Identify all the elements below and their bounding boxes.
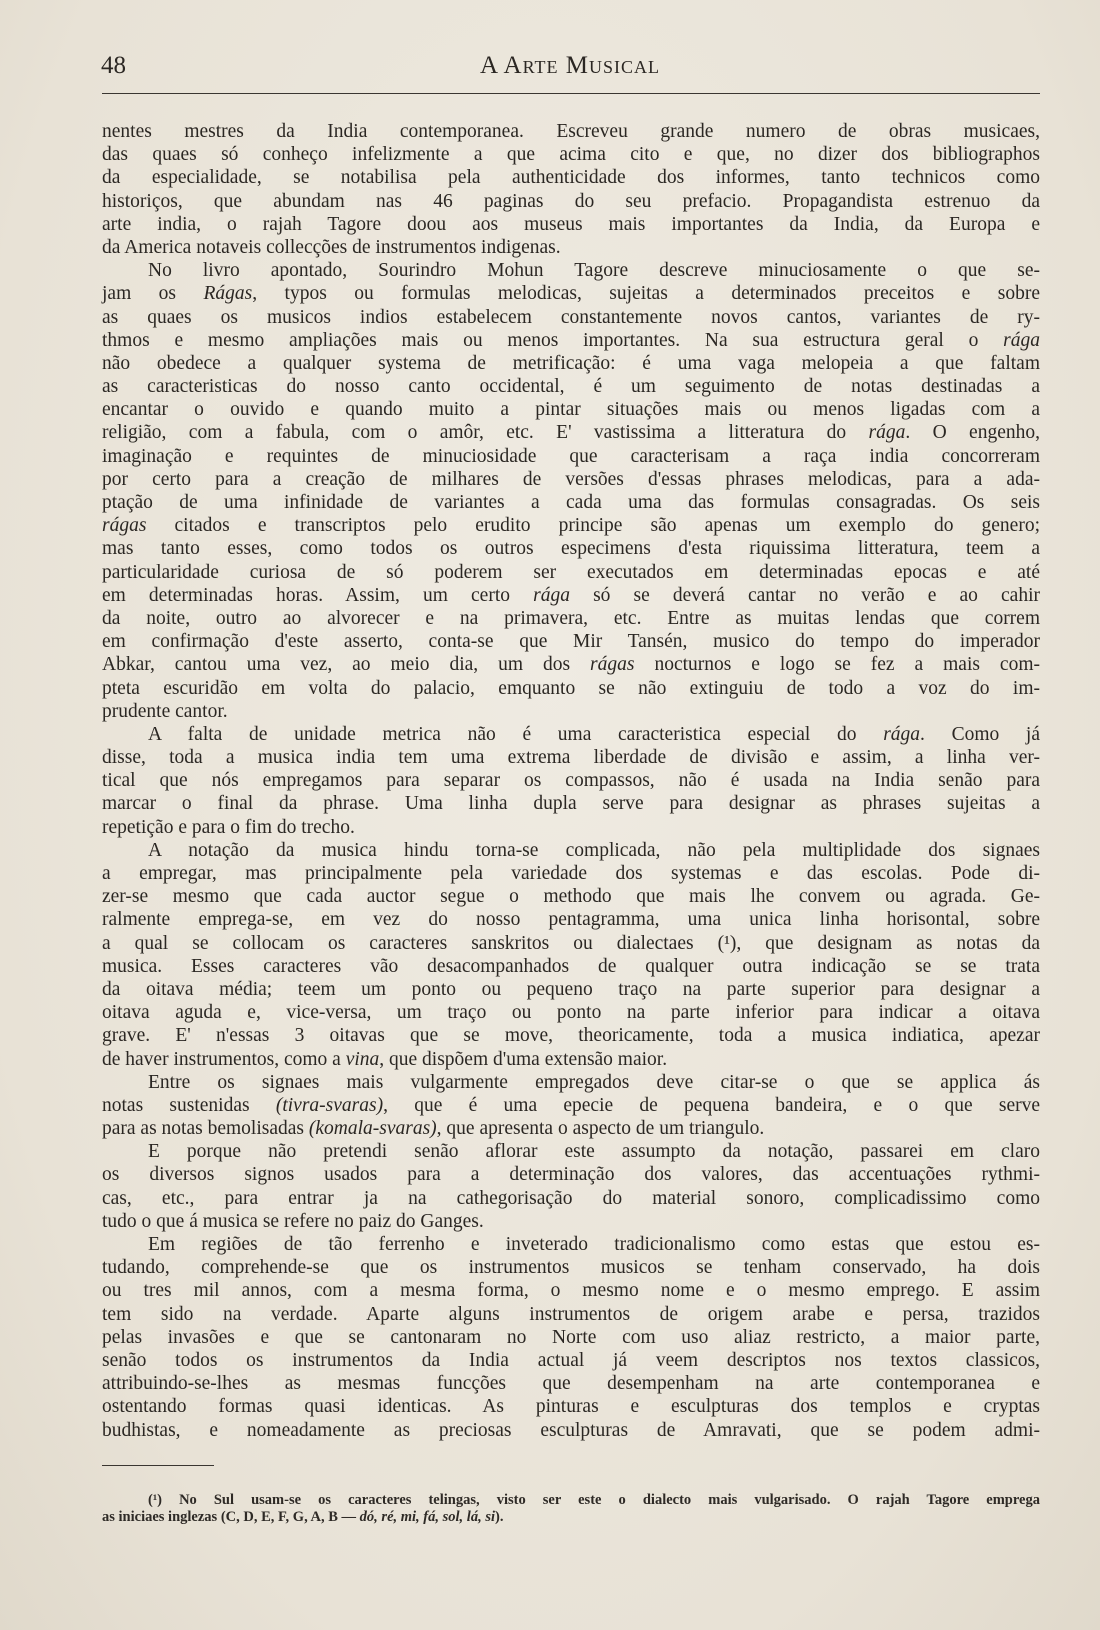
text-run: da noite, outro ao alvorecer e na primavera, etc. Entre as muitas lendas que correm: [102, 607, 1040, 629]
text-run: em confirmação d'este asserto, conta-se que Mir Tansén, musico do tempo do imperador: [102, 631, 1040, 653]
text-line: [102, 769, 1040, 792]
text-line: [102, 259, 1040, 282]
text-run: , que apresenta o aspecto de um triangulo.: [436, 1118, 765, 1140]
text-run: particularidade curiosa de só poderem ser executados em determinadas epocas e até: [102, 561, 1040, 583]
text-line: [102, 978, 1040, 1001]
text-run: das quaes só conheço infelizmente a que acima cito e que, no dizer dos bibliographos: [102, 144, 1040, 166]
text-run: os diversos signos usados para a determinação dos valores, das accentuações rythmi-: [102, 1164, 1040, 1186]
text-line: [102, 213, 1040, 236]
text-line: [102, 908, 1040, 931]
text-run: ou tres mil annos, com a mesma forma, o mesmo nome e o mesmo emprego. E assim: [102, 1280, 1040, 1302]
text-run: marcar o final da phrase. Uma linha dupla serve para designar as phrases sujeitas a: [102, 793, 1040, 815]
paragraph: [102, 1071, 1040, 1141]
text-run: as quaes os musicos indios estabelecem constantemente novos cantos, variantes de ry-: [102, 306, 1040, 328]
italic-term: (komala-svaras): [308, 1118, 437, 1140]
text-run: ralmente emprega-se, em vez do nosso pentagramma, uma unica linha horisontal, sobre: [102, 909, 1040, 931]
text-run: thmos e mesmo ampliações mais ou menos importantes. Na sua estructura geral o: [102, 329, 1004, 351]
text-line: [102, 375, 1040, 398]
text-line: [102, 468, 1040, 491]
text-line: [102, 723, 1040, 746]
body-text: [102, 120, 1040, 1442]
text-run: ostentando formas quasi identicas. As pinturas e esculpturas dos templos e cryptas: [102, 1396, 1040, 1418]
text-run: E porque não pretendi senão aflorar este assumpto da notação, passarei em claro: [148, 1141, 1040, 1163]
text-run: notas sustenidas: [102, 1094, 276, 1116]
text-line: [102, 885, 1040, 908]
text-run: tem sido na verdade. Aparte alguns instrumentos de origem arabe e persa, trazidos: [102, 1303, 1040, 1325]
text-run: senão todos os instrumentos da India actual já veem descriptos nos textos classicos,: [102, 1349, 1040, 1371]
text-run: a empregar, mas principalmente pela variedade dos systemas e das escolas. Pode di-: [102, 863, 1040, 884]
text-line: [102, 1048, 1040, 1071]
text-run: budhistas, e nomeadamente as preciosas esculpturas de Amravati, que se podem admi-: [102, 1419, 1040, 1441]
italic-term: rágas: [102, 515, 147, 537]
text-run: tudo o que á musica se refere no paiz do Ganges.: [102, 1210, 484, 1232]
italic-term: rága: [883, 723, 921, 745]
text-line: [102, 514, 1040, 537]
text-run: imaginação e requintes de minuciosidade que caracterisam a raça india concorreram: [102, 445, 1040, 467]
text-run: zer-se mesmo que cada auctor segue o methodo que mais lhe convem ou agrada. Ge-: [102, 886, 1040, 908]
italic-term: vina: [345, 1048, 380, 1070]
paragraph: [102, 1140, 1040, 1233]
text-run: No livro apontado, Sourindro Mohun Tagore descreve minuciosamente o que se-: [148, 260, 1040, 282]
text-line: [102, 1326, 1040, 1349]
text-run: cas, etc., para entrar ja na cathegorisação do material sonoro, complicadissimo como: [102, 1187, 1040, 1209]
paragraph: [102, 839, 1040, 1071]
text-run: tical que nós empregamos para separar os compassos, não é usada na India senão para: [102, 770, 1040, 792]
text-run: oitava aguda e, vice-versa, um traço ou ponto na parte inferior para indicar a oitava: [102, 1002, 1040, 1024]
text-run: prudente cantor.: [102, 700, 228, 722]
text-line: [102, 561, 1040, 584]
text-run: repetição e para o fim do trecho.: [102, 816, 355, 838]
text-line: [102, 1233, 1040, 1256]
text-run: pelas invasões e que se cantonaram no Norte com uso aliaz restricto, a maior parte,: [102, 1326, 1040, 1348]
text-line: [102, 329, 1040, 352]
text-run: A falta de unidade metrica não é uma caracteristica especial do: [148, 723, 884, 745]
text-line: [102, 862, 1040, 885]
italic-term: dó, ré, mi, fá, sol, lá, si: [359, 1508, 496, 1525]
text-line: [102, 653, 1040, 676]
text-line: [102, 630, 1040, 653]
text-line: [102, 1279, 1040, 1302]
text-line: [102, 1117, 1040, 1140]
text-line: [102, 1419, 1040, 1442]
text-run: as caracteristicas do nosso canto occidental, é um seguimento de notas destinadas a: [102, 376, 1040, 398]
text-run: não obedece a qualquer systema de metrificação: é uma vaga melopeia a que faltam: [102, 352, 1040, 374]
text-run: da oitava média; teem um ponto ou pequeno traço na parte superior para designar a: [102, 978, 1040, 1000]
text-run: attribuindo-se-lhes as mesmas funcções que desempenham na arte contemporanea e: [102, 1373, 1040, 1395]
text-run: . O engenho,: [905, 422, 1040, 444]
paragraph: [102, 1233, 1040, 1442]
text-line: [102, 1349, 1040, 1372]
text-line: [102, 816, 1040, 839]
text-run: de haver instrumentos, como a: [102, 1048, 346, 1070]
text-run: , typos ou formulas melodicas, sujeitas a determinados preceitos e sobre: [252, 283, 1040, 305]
text-run: historiços, que abundam nas 46 paginas do seu prefacio. Propagandista estrenuo da: [102, 190, 1040, 212]
text-run: musica. Esses caracteres vão desacompanhados de qualquer outra indicação se se trata: [102, 955, 1040, 977]
text-run: ptação de uma infinidade de variantes a cada uma das formulas consagradas. Os seis: [102, 492, 1040, 513]
text-run: A notação da musica hindu torna-se complicada, não pela multiplidade dos signaes: [148, 839, 1040, 861]
text-line: [102, 398, 1040, 421]
text-line: [102, 282, 1040, 305]
paragraph: [102, 259, 1040, 723]
italic-term: (tivra-svaras): [275, 1094, 384, 1116]
text-run: Entre os signaes mais vulgarmente empregados deve citar-se o que se applica ás: [148, 1071, 1040, 1093]
text-run: tudando, comprehende-se que os instrumentos musicos se tenham conservado, ha dois: [102, 1257, 1040, 1279]
paragraph: [102, 120, 1040, 259]
text-run: disse, toda a musica india tem uma extrema liberdade de divisão e assim, a linha ver-: [102, 747, 1040, 769]
italic-term: rága: [533, 584, 570, 606]
text-line: [102, 1210, 1040, 1233]
page-number: 48: [101, 52, 126, 79]
text-run: Abkar, cantou uma vez, ao meio dia, um dos: [102, 654, 591, 676]
italic-term: rágas: [590, 654, 635, 676]
text-line: [102, 1163, 1040, 1186]
text-run: para as notas bemolisadas: [102, 1118, 309, 1140]
text-line: [102, 537, 1040, 560]
text-line: [102, 1001, 1040, 1024]
italic-term: rága: [1003, 329, 1040, 351]
text-line: [102, 1372, 1040, 1395]
text-line: [102, 190, 1040, 213]
text-line: [102, 1094, 1040, 1117]
text-run: nentes mestres da India contemporanea. Escreveu grande numero de obras musicaes,: [102, 121, 1040, 142]
text-line: [102, 839, 1040, 862]
text-run: . Como já: [920, 723, 1041, 745]
running-title: A Arte Musical: [480, 52, 660, 79]
text-run: citados e transcriptos pelo erudito principe são apenas um exemplo do genero;: [146, 515, 1040, 537]
text-line: [102, 932, 1040, 955]
text-run: , que dispõem d'uma extensão maior.: [379, 1048, 668, 1070]
italic-term: rága: [868, 422, 906, 444]
text-line: [102, 445, 1040, 468]
text-run: arte india, o rajah Tagore doou aos museus mais importantes da India, da Europa e: [102, 213, 1040, 235]
text-run: grave. E' n'essas 3 oitavas que se move, theoricamente, toda a musica indiatica, apezar: [102, 1025, 1040, 1047]
text-line: [102, 1071, 1040, 1094]
text-run: só se deverá cantar no verão e ao cahir: [569, 584, 1040, 606]
text-run: (¹) No Sul usam-se os caracteres telingas, visto ser este o dialecto mais vulgarisado. O rajah Tagore emprega: [148, 1492, 1040, 1508]
text-run: por certo para a creação de milhares de versões d'essas phrases melodicas, para a ada-: [102, 468, 1040, 490]
footnote-line: [102, 1509, 1040, 1526]
text-line: [102, 236, 1040, 259]
text-run: pteta escuridão em volta do palacio, emquanto se não extinguiu de todo a voz do im-: [102, 677, 1040, 699]
footnote: [102, 1492, 1040, 1525]
text-line: [102, 955, 1040, 978]
text-run: jam os: [102, 283, 204, 305]
text-run: em determinadas horas. Assim, um certo: [102, 584, 534, 606]
text-line: [102, 421, 1040, 444]
header-rule: [102, 93, 1040, 94]
text-line: [102, 306, 1040, 329]
text-run: , que é uma epecie de pequena bandeira, e o que serve: [383, 1094, 1041, 1116]
text-run: a qual se collocam os caracteres sanskritos ou dialectaes (¹), que designam as notas da: [102, 932, 1040, 954]
text-line: [102, 491, 1040, 514]
text-line: [102, 1024, 1040, 1047]
text-line: [102, 584, 1040, 607]
text-run: da America notaveis collecções de instrumentos indigenas.: [102, 236, 561, 258]
footnote-rule: [102, 1465, 214, 1466]
text-line: [102, 677, 1040, 700]
text-line: [102, 143, 1040, 166]
text-line: [102, 1303, 1040, 1326]
text-line: [102, 166, 1040, 189]
text-line: [102, 352, 1040, 375]
text-line: [102, 792, 1040, 815]
text-run: nocturnos e logo se fez a mais com-: [634, 654, 1040, 676]
text-run: mas tanto esses, como todos os outros especimens d'esta riquissima litteratura, teem a: [102, 538, 1040, 560]
text-line: [102, 120, 1040, 143]
text-run: Em regiões de tão ferrenho e inveterado tradicionalismo como estas que estou es-: [148, 1234, 1040, 1255]
text-line: [102, 746, 1040, 769]
text-line: [102, 1395, 1040, 1418]
footnote-line: [102, 1492, 1040, 1509]
text-line: [102, 1187, 1040, 1210]
text-line: [102, 700, 1040, 723]
text-run: encantar o ouvido e quando muito a pintar situações mais ou menos ligadas com a: [102, 399, 1040, 421]
text-line: [102, 607, 1040, 630]
paragraph: [102, 723, 1040, 839]
text-line: [102, 1256, 1040, 1279]
text-run: da especialidade, se notabilisa pela authenticidade dos informes, tanto technicos como: [102, 167, 1040, 189]
italic-term: Rágas: [203, 283, 253, 305]
text-line: [102, 1140, 1040, 1163]
text-run: as iniciaes inglezas (C, D, E, F, G, A, B —: [102, 1508, 360, 1525]
text-run: religião, com a fabula, com o amôr, etc. E' vastissima a litteratura do: [102, 422, 869, 444]
text-run: ).: [495, 1508, 504, 1525]
